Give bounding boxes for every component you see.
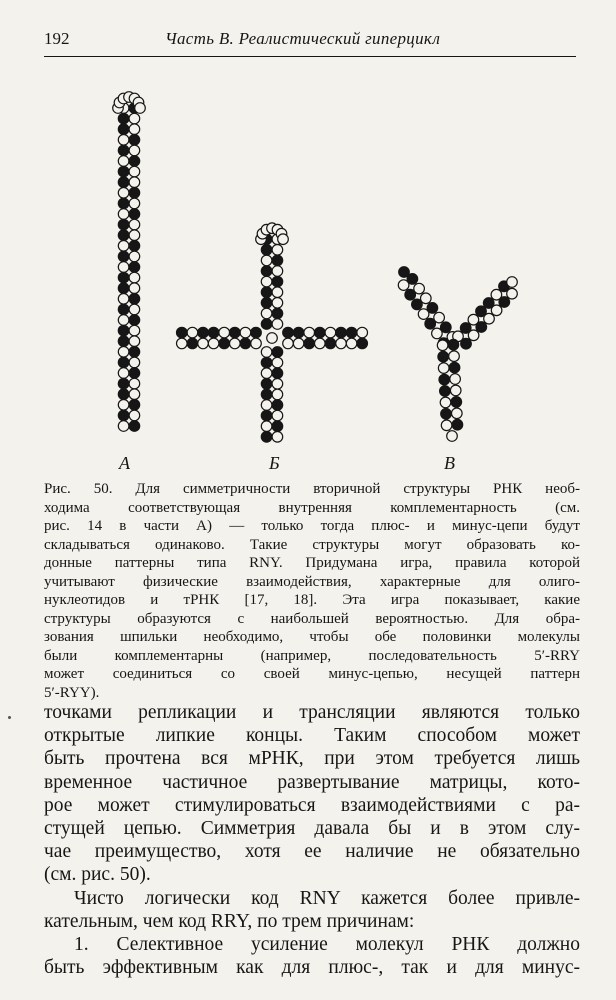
nucleotide-filled: [230, 327, 241, 338]
nucleotide-open: [261, 276, 272, 287]
page-number: 192: [44, 29, 70, 48]
nucleotide-open: [118, 347, 129, 358]
caption-line: нуклеотидов и тРНК [17, 18]. Эта игра показывает, какие: [44, 592, 580, 608]
nucleotide-filled: [129, 156, 140, 167]
nucleotide-filled: [261, 389, 272, 400]
nucleotide-open: [278, 234, 289, 245]
nucleotide-filled: [272, 421, 283, 432]
nucleotide-open: [129, 177, 140, 188]
nucleotide-open: [346, 338, 357, 349]
nucleotide-filled: [187, 338, 198, 349]
nucleotide-open: [272, 266, 283, 277]
nucleotide-open: [129, 389, 140, 400]
nucleotide-open: [118, 294, 129, 305]
nucleotide-open: [118, 156, 129, 167]
figure-panel-b-cross: [177, 223, 368, 442]
nucleotide-open: [447, 431, 458, 442]
nucleotide-filled: [208, 327, 219, 338]
nucleotide-open: [118, 315, 129, 326]
nucleotide-open: [261, 400, 272, 411]
nucleotide-open: [198, 338, 209, 349]
body-line: временное частичное развертывание матрицы, кото-: [44, 771, 580, 793]
body-line: стущей цепью. Симметрия давала бы и в этом слу-: [44, 817, 580, 839]
nucleotide-open: [484, 313, 495, 324]
nucleotide-open: [230, 338, 241, 349]
nucleotide-filled: [118, 357, 129, 368]
nucleotide-filled: [118, 378, 129, 389]
nucleotide-open: [118, 421, 129, 432]
nucleotide-filled: [304, 338, 315, 349]
nucleotide-filled: [325, 338, 336, 349]
caption-line: может соединиться со своей минус-цепью, несущей паттерн: [44, 666, 580, 682]
nucleotide-filled: [272, 255, 283, 266]
nucleotide-open: [129, 124, 140, 135]
nucleotide-filled: [449, 362, 460, 373]
nucleotide-filled: [272, 308, 283, 319]
nucleotide-open: [261, 255, 272, 266]
nucleotide-filled: [399, 267, 410, 278]
body-line: быть эффективным как для плюс-, так и для минус-: [44, 957, 580, 979]
nucleotide-open: [434, 312, 445, 323]
nucleotide-filled: [129, 135, 140, 146]
nucleotide-filled: [129, 294, 140, 305]
nucleotide-filled: [118, 272, 129, 283]
header-rule: [44, 56, 576, 57]
body-line: открытые липкие концы. Таким способом может: [44, 725, 580, 747]
nucleotide-open: [129, 272, 140, 283]
caption-line: структуры образуются с наибольшей вероятностью. Для обра-: [44, 610, 580, 627]
rna-structures-figure: [0, 70, 616, 470]
nucleotide-open: [283, 338, 294, 349]
nucleotide-filled: [129, 421, 140, 432]
nucleotide-filled: [346, 327, 357, 338]
running-head: Часть В. Реалистический гиперцикл: [165, 29, 441, 48]
body-line: быть прочтена вся мРНК, при этом требуется лишь: [44, 748, 580, 770]
nucleotide-filled: [118, 124, 129, 135]
nucleotide-open: [421, 293, 432, 304]
nucleotide-filled: [118, 325, 129, 336]
body-text: [44, 701, 580, 979]
nucleotide-filled: [240, 338, 251, 349]
nucleotide-filled: [272, 368, 283, 379]
nucleotide-filled: [129, 315, 140, 326]
nucleotide-open: [118, 241, 129, 252]
nucleotide-open: [440, 397, 451, 408]
nucleotide-filled: [118, 113, 129, 124]
nucleotide-filled: [336, 327, 347, 338]
nucleotide-filled: [357, 338, 368, 349]
nucleotide-filled: [272, 276, 283, 287]
body-line: точками репликации и трансляции являются только: [44, 702, 580, 723]
nucleotide-open: [357, 327, 368, 338]
nucleotide-open: [438, 363, 449, 374]
nucleotide-filled: [118, 389, 129, 400]
caption-line: учитывают физические взаимодействия, характерные для олиго-: [44, 573, 580, 590]
nucleotide-open: [118, 135, 129, 146]
nucleotide-open: [272, 379, 283, 390]
caption-line: складываться одинаково. Такие структуры могут образовать ко-: [44, 536, 580, 553]
nucleotide-open: [240, 327, 251, 338]
panel-label-c: В: [444, 453, 455, 473]
nucleotide-open: [272, 410, 283, 421]
nucleotide-open: [129, 198, 140, 209]
caption-line: Рис. 50. Для симметричности вторичной структуры РНК необ-: [44, 481, 580, 497]
nucleotide-filled: [440, 386, 451, 397]
nucleotide-filled: [251, 327, 262, 338]
nucleotide-filled: [499, 297, 510, 308]
nucleotide-open: [267, 333, 278, 344]
nucleotide-open: [129, 230, 140, 241]
caption-line: 5′-RYY).: [44, 684, 100, 701]
nucleotide-open: [129, 378, 140, 389]
nucleotide-open: [441, 420, 452, 431]
nucleotide-open: [315, 338, 326, 349]
nucleotide-open: [304, 327, 315, 338]
caption-line: зования шпильки необходимо, чтобы обе половинки молекулы: [44, 629, 580, 645]
nucleotide-filled: [129, 368, 140, 379]
nucleotide-open: [129, 145, 140, 156]
nucleotide-open: [118, 400, 129, 411]
nucleotide-filled: [441, 322, 452, 333]
nucleotide-filled: [461, 338, 472, 349]
body-line: 1. Селективное усиление молекул РНК должно: [74, 933, 580, 955]
nucleotide-open: [437, 340, 448, 351]
body-line: кательным, чем код RRY, по трем причинам:: [44, 910, 415, 932]
nucleotide-open: [129, 325, 140, 336]
nucleotide-open: [208, 338, 219, 349]
nucleotide-open: [325, 327, 336, 338]
body-line: Чисто логически код RNY кажется более привле-: [74, 887, 580, 909]
nucleotide-open: [118, 368, 129, 379]
nucleotide-open: [129, 410, 140, 421]
nucleotide-filled: [451, 397, 462, 408]
nucleotide-open: [293, 338, 304, 349]
nucleotide-filled: [118, 198, 129, 209]
nucleotide-filled: [283, 327, 294, 338]
nucleotide-filled: [261, 245, 272, 256]
nucleotide-open: [450, 385, 461, 396]
figure-panel-c-y: [398, 267, 517, 442]
nucleotide-filled: [476, 322, 487, 333]
nucleotide-filled: [441, 409, 452, 420]
nucleotide-open: [177, 338, 188, 349]
nucleotide-filled: [315, 327, 326, 338]
nucleotide-filled: [219, 338, 230, 349]
nucleotide-open: [129, 251, 140, 262]
figure-caption: [44, 480, 580, 702]
nucleotide-filled: [448, 339, 459, 350]
nucleotide-filled: [118, 410, 129, 421]
nucleotide-filled: [427, 303, 438, 314]
nucleotide-open: [272, 298, 283, 309]
nucleotide-open: [187, 327, 198, 338]
nucleotide-filled: [118, 283, 129, 294]
nucleotide-filled: [118, 336, 129, 347]
nucleotide-open: [129, 166, 140, 177]
caption-line: донные паттерны типа RNY. Придумана игра, правила которой: [44, 555, 580, 571]
nucleotide-filled: [129, 347, 140, 358]
nucleotide-filled: [118, 219, 129, 230]
nucleotide-open: [129, 113, 140, 124]
nucleotide-open: [118, 262, 129, 273]
nucleotide-filled: [129, 400, 140, 411]
nucleotide-open: [452, 408, 463, 419]
nucleotide-open: [129, 357, 140, 368]
nucleotide-filled: [118, 304, 129, 315]
nucleotide-open: [491, 305, 502, 316]
nucleotide-open: [261, 421, 272, 432]
nucleotide-open: [135, 103, 146, 114]
nucleotide-open: [450, 374, 461, 385]
nucleotide-open: [449, 351, 460, 362]
nucleotide-open: [129, 219, 140, 230]
nucleotide-filled: [293, 327, 304, 338]
nucleotide-filled: [129, 241, 140, 252]
figure-panel-a-hairpin: [113, 92, 146, 432]
stray-mark: [8, 716, 11, 719]
nucleotide-filled: [261, 266, 272, 277]
nucleotide-filled: [118, 145, 129, 156]
nucleotide-filled: [272, 347, 283, 358]
nucleotide-filled: [129, 262, 140, 273]
nucleotide-filled: [438, 351, 449, 362]
nucleotide-open: [507, 288, 518, 299]
nucleotide-open: [219, 327, 230, 338]
nucleotide-filled: [129, 209, 140, 220]
nucleotide-filled: [439, 374, 450, 385]
nucleotide-open: [272, 319, 283, 330]
nucleotide-filled: [261, 432, 272, 443]
nucleotide-open: [336, 338, 347, 349]
nucleotide-open: [272, 389, 283, 400]
nucleotide-open: [272, 357, 283, 368]
caption-line: ходима соответствующая внутренняя комплементарность (см.: [44, 499, 580, 516]
body-line: чае преимущество, хотя ее наличие не обязательно: [44, 841, 580, 863]
nucleotide-open: [507, 277, 518, 288]
nucleotide-filled: [452, 419, 463, 430]
nucleotide-open: [129, 304, 140, 315]
nucleotide-filled: [118, 230, 129, 241]
nucleotide-filled: [177, 327, 188, 338]
nucleotide-filled: [129, 188, 140, 199]
nucleotide-open: [118, 209, 129, 220]
nucleotide-filled: [261, 379, 272, 390]
nucleotide-filled: [118, 177, 129, 188]
nucleotide-open: [129, 336, 140, 347]
nucleotide-filled: [272, 400, 283, 411]
nucleotide-open: [414, 283, 425, 294]
nucleotide-filled: [261, 298, 272, 309]
caption-line: были комплементарны (например, последовательность 5′-RRY: [44, 647, 580, 664]
nucleotide-open: [272, 432, 283, 443]
nucleotide-open: [272, 287, 283, 298]
nucleotide-open: [261, 368, 272, 379]
nucleotide-open: [118, 188, 129, 199]
nucleotide-filled: [261, 287, 272, 298]
nucleotide-filled: [198, 327, 209, 338]
nucleotide-open: [272, 245, 283, 256]
nucleotide-open: [251, 338, 262, 349]
body-line: (см. рис. 50).: [44, 864, 151, 886]
nucleotide-filled: [261, 357, 272, 368]
panel-label-a: А: [119, 453, 130, 473]
body-line: рое может стимулироваться взаимодействиями с ра-: [44, 794, 580, 816]
caption-line: рис. 14 в части А) — только тогда плюс- и минус-цепи будут: [44, 518, 580, 534]
nucleotide-open: [129, 283, 140, 294]
nucleotide-open: [261, 347, 272, 358]
nucleotide-filled: [261, 319, 272, 330]
nucleotide-filled: [261, 410, 272, 421]
nucleotide-filled: [118, 166, 129, 177]
nucleotide-open: [261, 308, 272, 319]
panel-label-b: Б: [269, 453, 280, 473]
nucleotide-filled: [118, 251, 129, 262]
nucleotide-open: [468, 330, 479, 341]
